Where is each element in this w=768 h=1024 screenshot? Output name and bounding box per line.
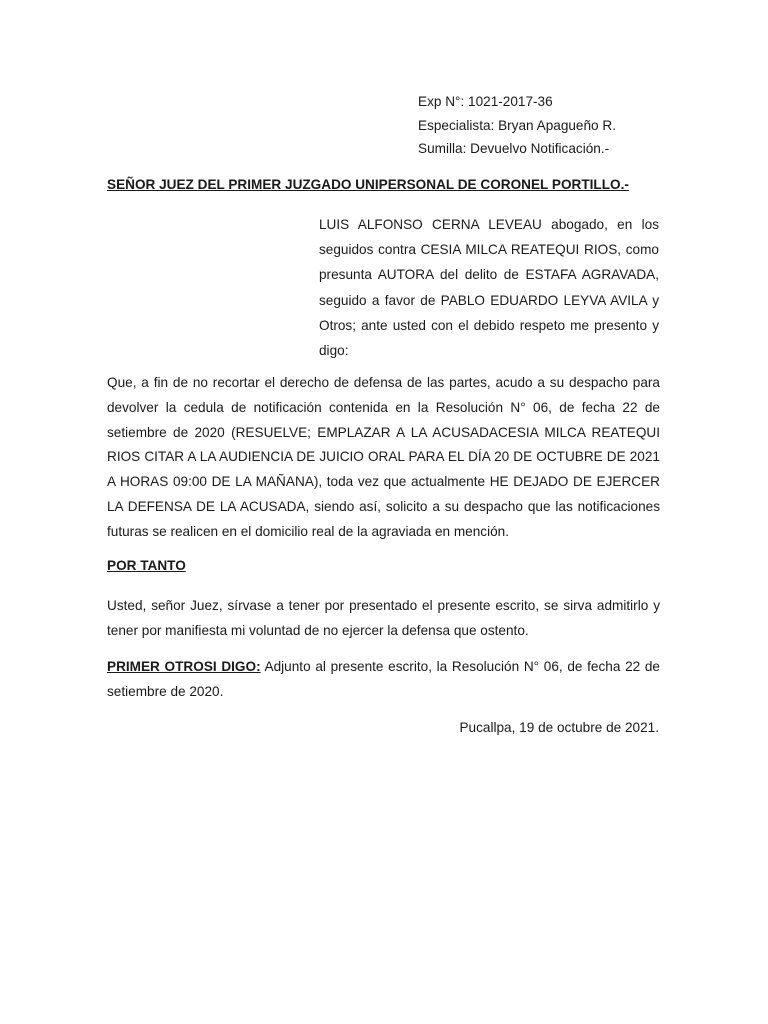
case-number: Exp N°: 1021-2017-36 xyxy=(418,94,553,109)
case-header xyxy=(418,90,718,161)
petition-paragraph: Usted, señor Juez, sírvase a tener por presentado el presente escrito, se sirva admitirlo y tener por manifiesta mi voluntad de no ejercer la defensa que ostento. xyxy=(107,598,660,638)
main-paragraph: Que, a fin de no recortar el derecho de defensa de las partes, acudo a su despacho para devolver la cedula de notificación contenida en la Resolución N° 06, de fecha 22 de setiembre de 2020 (RESUELVE; EMPLAZAR A LA ACUSADACESIA MILCA REATEQUI RIOS CITAR A LA AUDIENCIA DE JUICIO ORAL PARA EL DÍA 20 DE OCTUBRE DE 2021 A HORAS 09:00 DE LA MAÑANA), toda vez que actualmente HE DEJADO DE EJERCER LA DEFENSA DE LA ACUSADA, siendo así, solicito a su despacho que las notificaciones futuras se realicen en el domicilio real de la agraviada en mención. xyxy=(107,375,660,539)
intro-paragraph: LUIS ALFONSO CERNA LEVEAU abogado, en los seguidos contra CESIA MILCA REATEQUI RIOS, como presunta AUTORA del delito de ESTAFA AGRAVADA, seguido a favor de PABLO EDUARDO LEYVA AVILA y Otros; ante usted con el debido respeto me presento y digo: xyxy=(319,217,659,359)
otrosi-paragraph xyxy=(107,655,660,705)
court-addressee: SEÑOR JUEZ DEL PRIMER JUZGADO UNIPERSONAL DE CORONEL PORTILLO.- xyxy=(107,177,629,192)
summary-line: Sumilla: Devuelvo Notificación.- xyxy=(418,141,610,156)
otrosi-text: Adjunto al presente escrito, la Resolución N° 06, de fecha 22 de setiembre de 2020. xyxy=(107,659,660,699)
por-tanto-heading: POR TANTO xyxy=(107,558,186,573)
place-date: Pucallpa, 19 de octubre de 2021. xyxy=(459,720,659,735)
specialist-name: Especialista: Bryan Apagueño R. xyxy=(418,117,616,133)
otrosi-lead: PRIMER OTROSI DIGO: xyxy=(107,659,261,674)
